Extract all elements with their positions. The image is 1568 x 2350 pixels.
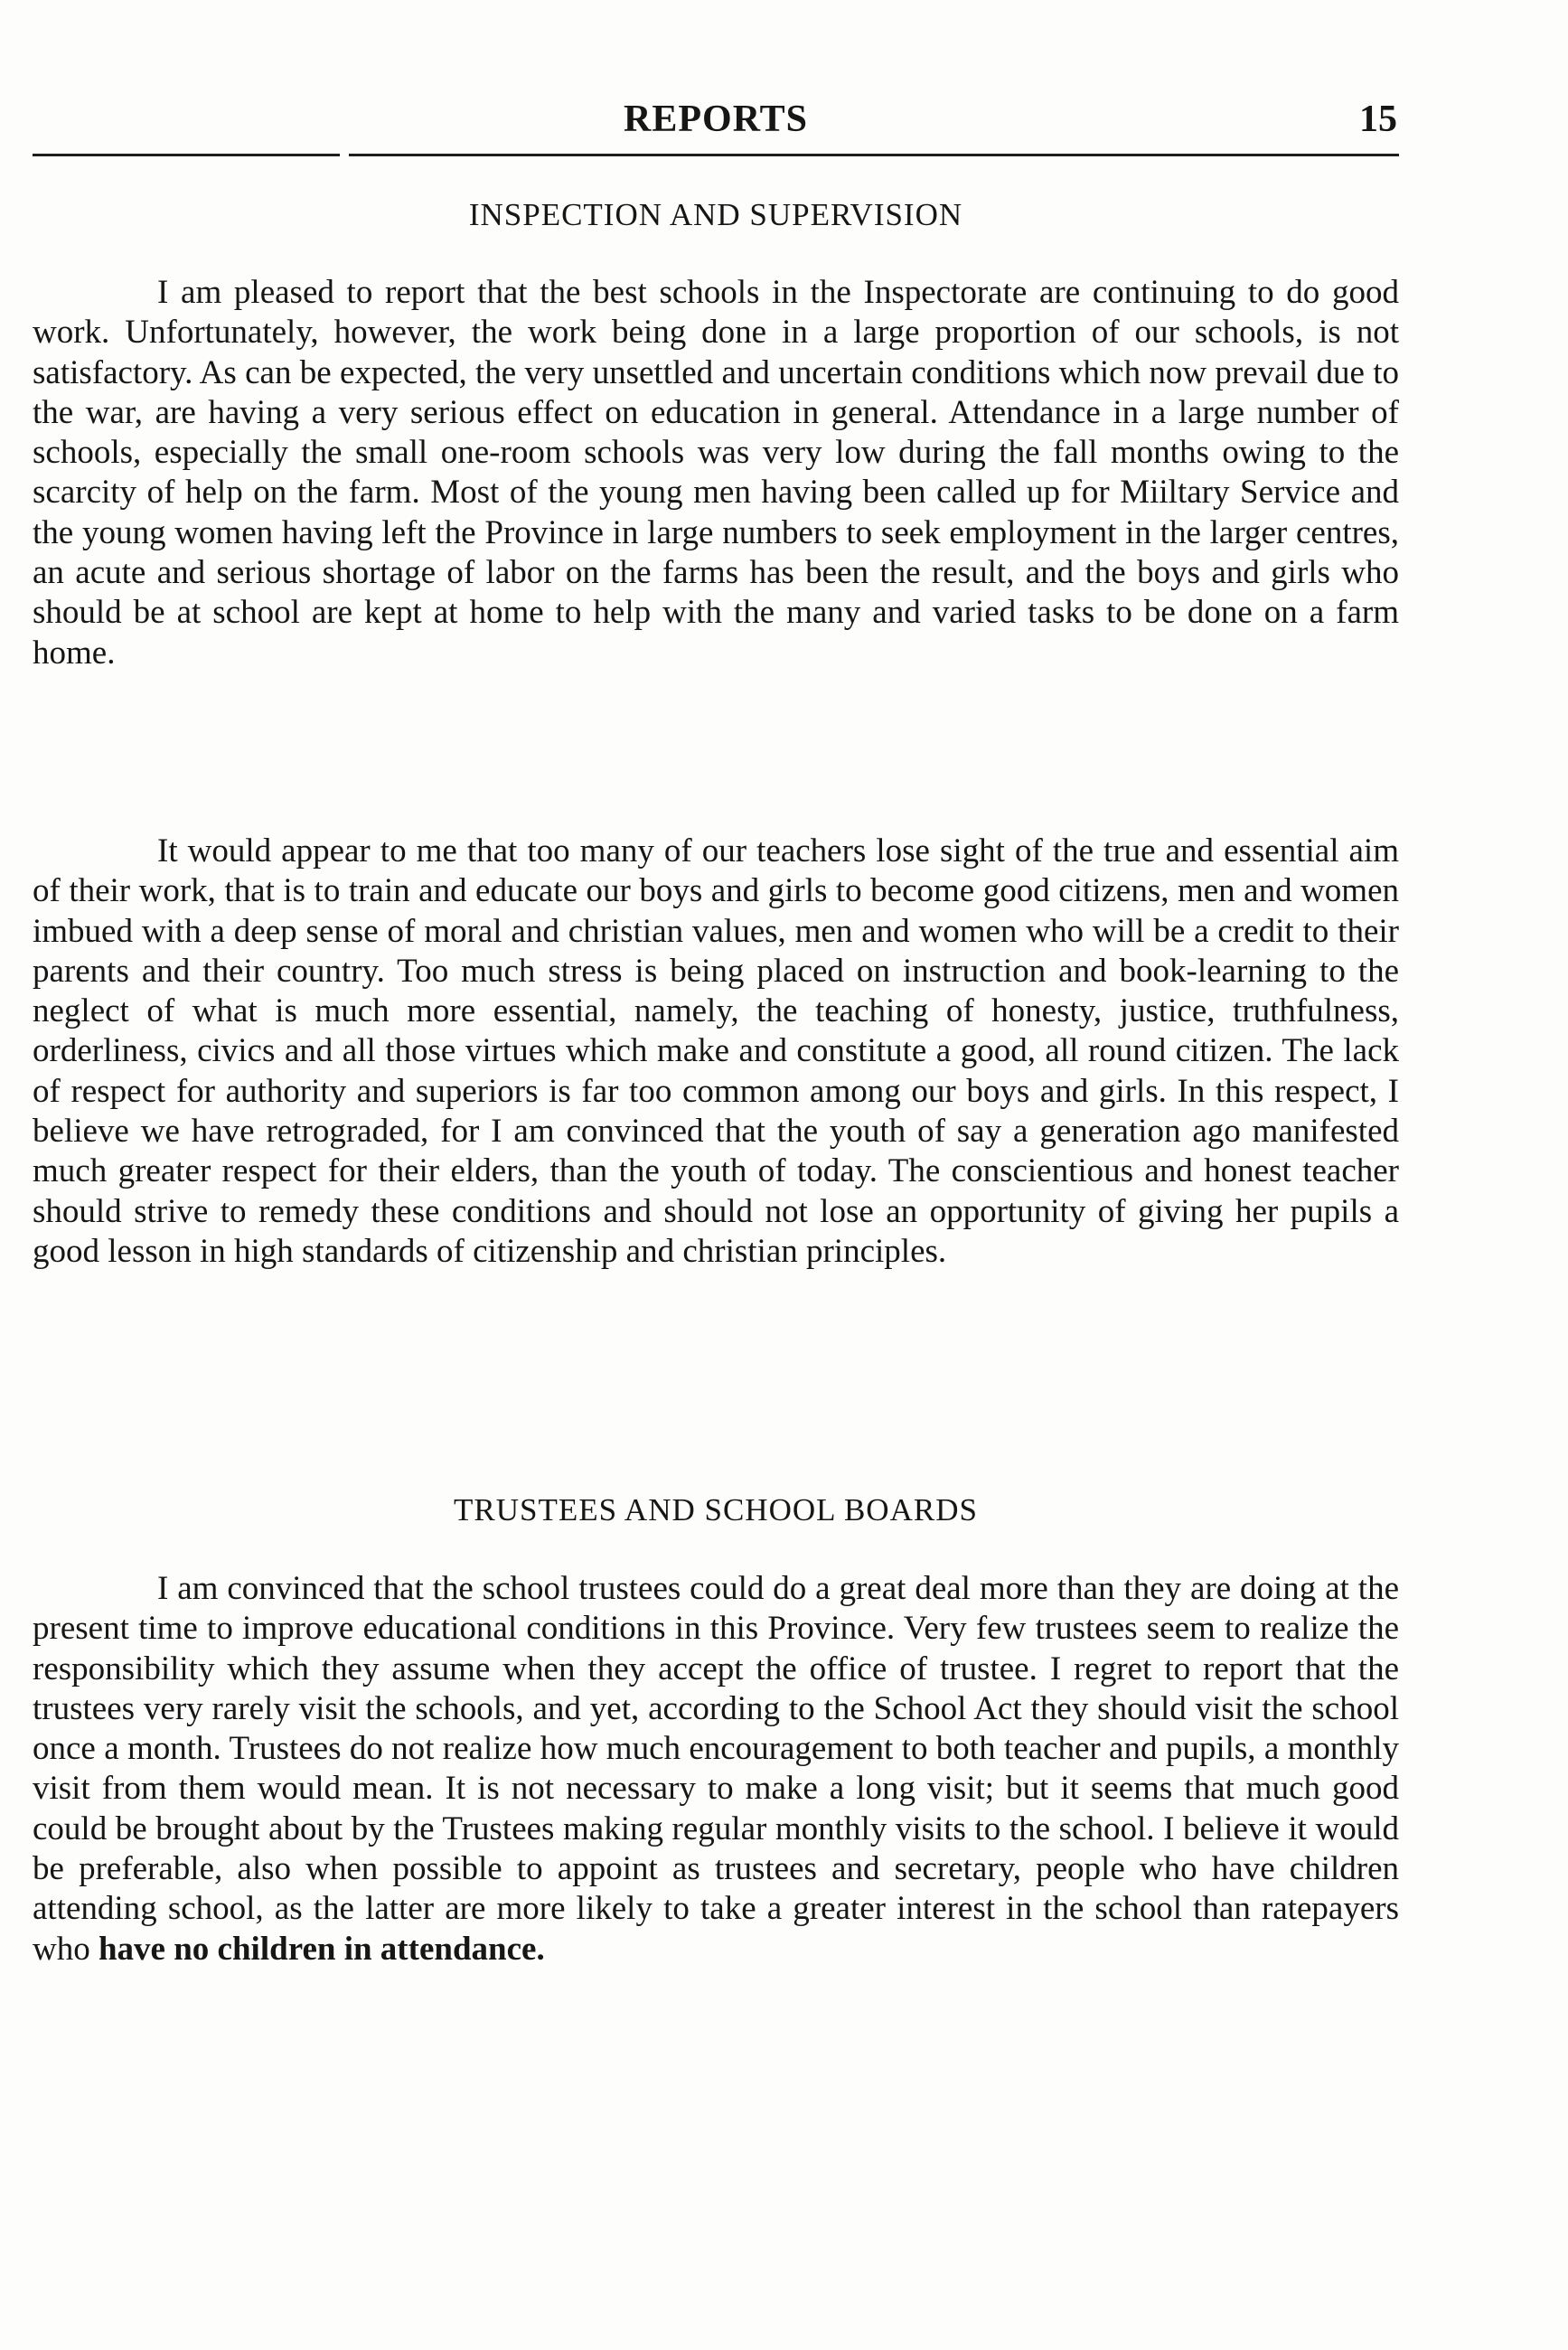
section-heading-trustees: TRUSTEES AND SCHOOL BOARDS	[454, 1492, 978, 1528]
header-rule-left	[33, 154, 340, 156]
paragraph-trustees-closing: have no children in attendance.	[98, 1930, 545, 1968]
paragraph-trustees-1	[33, 1569, 1399, 1969]
header-rule-right	[349, 154, 1399, 156]
running-header	[33, 90, 1399, 163]
paragraph-trustees-1-text: I am convinced that the school trustees could do a great deal more than they are doing at the present time to improve educational conditions in this Province. Very few trustees seem to realize the responsibility which they assume when they accept the office of trustee. I regret to report that the trustees very rarely visit the schools, and yet, according to the School Act they should visit the school once a month. Trustees do not realize how much encouragement to both teacher and pupils, a monthly visit from them would mean. It is not necessary to make a long visit; but it seems that much good could be brought about by the Trustees making regular monthly visits to the school. I believe it would be preferable, also when possible to appoint as trustees and secretary, people who have children attending school, as the latter are more likely to take a greater interest in the school than ratepayers who	[33, 1570, 1399, 1968]
section-heading-inspection: INSPECTION AND SUPERVISION	[468, 197, 963, 232]
paragraph-inspection-2: It would appear to me that too many of our teachers lose sight of the true and essential aim of their work, that is to train and educate our boys and girls to become good citizens, men and women imbued with a deep sense of moral and christian values, men and women who will be a credit to their parents and their country. Too much stress is being placed on instruction and book-learning to the neglect of what is much more essential, namely, the teaching of honesty, justice, truthfulness, orderliness, civics and all those virtues which make and constitute a good, all round citizen. The lack of respect for authority and superiors is far too common among our boys and girls. In this respect, I believe we have retrograded, for I am convinced that the youth of say a generation ago manifested much greater respect for their elders, than the youth of today. The conscientious and honest teacher should strive to remedy these conditions and should not lose an opportunity of giving her pupils a good lesson in high standards of citizenship and christian principles.	[33, 832, 1399, 1270]
page-number: 15	[1359, 99, 1397, 140]
running-title: REPORTS	[624, 99, 808, 140]
paragraph-inspection-1: I am pleased to report that the best schools in the Inspectorate are continuing to do good work. Unfortunately, however, the work being done in a large proportion of our schools, is not satisfactory. As can be expected, the very unsettled and uncertain conditions which now prevail due to the war, are having a very serious effect on education in general. Attendance in a large number of schools, especially the small one-room schools was very low during the fall months owing to the scarcity of help on the farm. Most of the young men having been called up for Miiltary Service and the young women having left the Province in large numbers to seek employment in the larger centres, an acute and serious shortage of labor on the farms has been the result, and the boys and girls who should be at school are kept at home to help with the many and varied tasks to be done on a farm home.	[33, 274, 1399, 672]
